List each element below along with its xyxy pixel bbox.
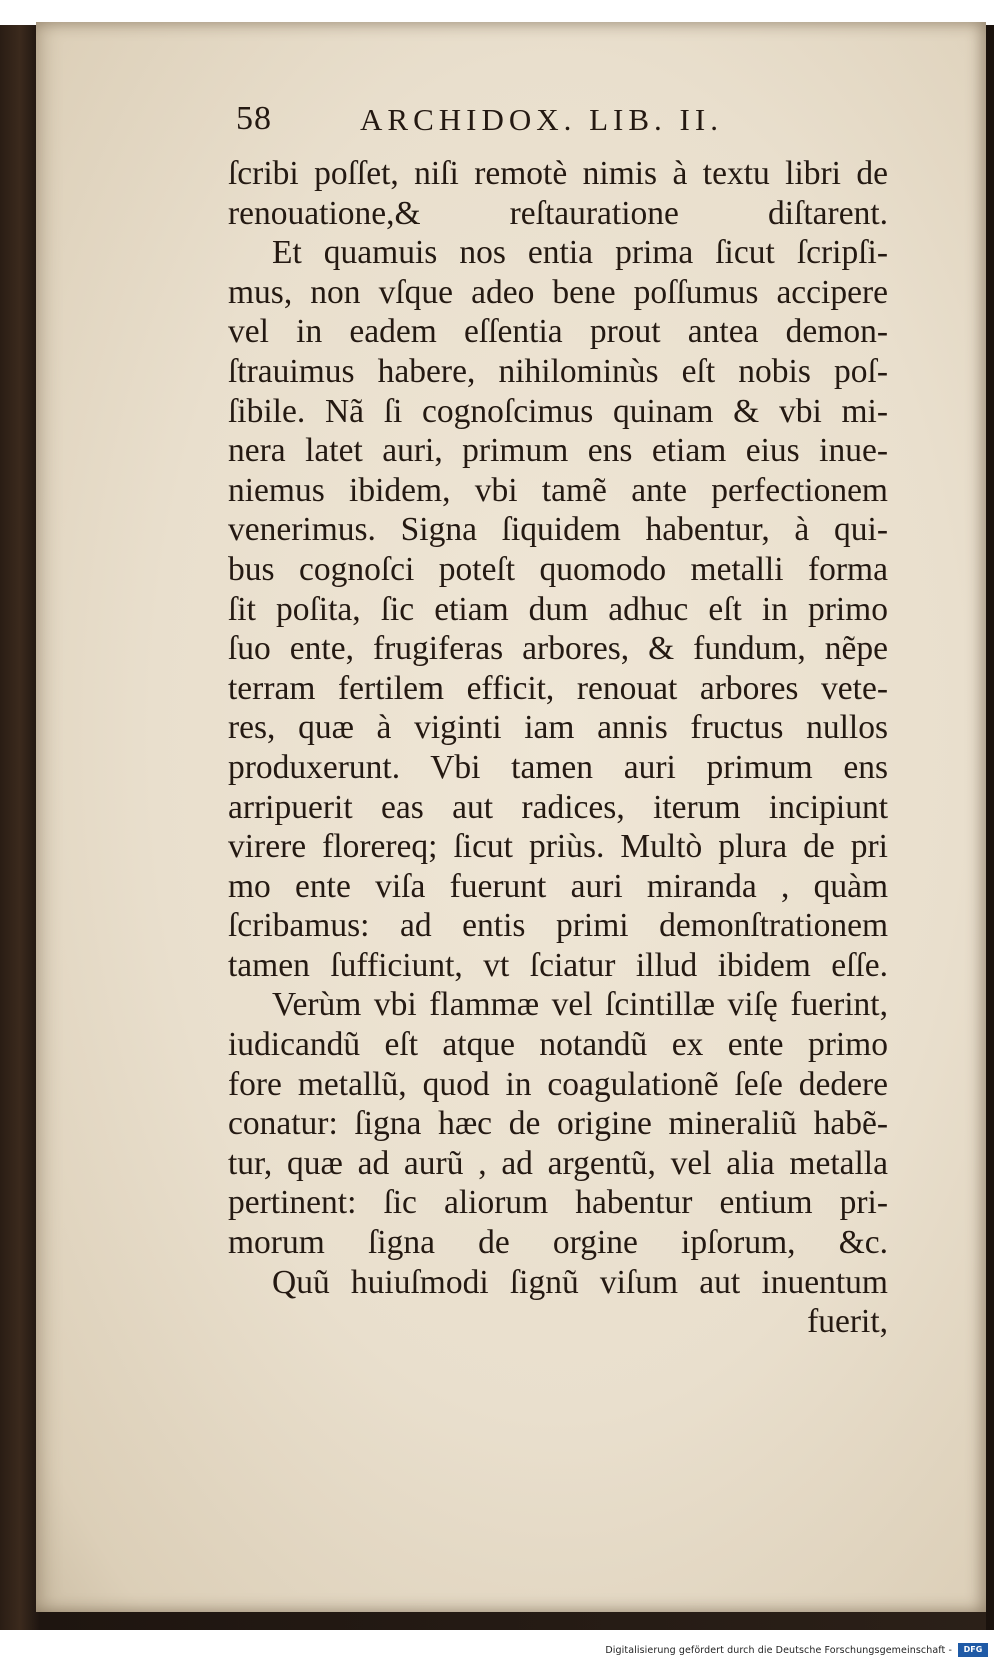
text-line: ſibile. Nã ſi cognoſcimus quinam & vbi mi- [228, 392, 888, 430]
body-text [228, 154, 896, 1342]
text-line: virere florereq; ſicut priùs. Multò plura de pri [228, 828, 888, 866]
page-number: 58 [236, 100, 272, 137]
text-line: Quũ huiuſmodi ſignũ viſum aut inuentum [272, 1263, 888, 1301]
text-line: niemus ibidem, vbi tamẽ ante perfectionem [228, 471, 888, 509]
text-line: res, quæ à viginti iam annis fructus nullos [228, 709, 888, 747]
running-title: ARCHIDOX. LIB. II. [360, 102, 723, 137]
text-line: tamen ſufficiunt, vt ſciatur illud ibidem eſſe. [228, 946, 888, 984]
text-line: ſcribamus: ad entis primi demonſtrationem [228, 907, 888, 945]
text-line: produxerunt. Vbi tamen auri primum ens [228, 748, 888, 786]
footer-bar [0, 1632, 1000, 1669]
text-line: fore metallũ, quod in coagulationẽ ſeſe dedere [228, 1065, 888, 1103]
text-line: ſuo ente, frugiferas arbores, & fundum, nẽpe [228, 630, 888, 668]
text-line: iudicandũ eſt atque notandũ ex ente primo [228, 1026, 888, 1064]
text-line: conatur: ſigna hæc de origine mineraliũ habẽ- [228, 1105, 888, 1143]
text-line: Verùm vbi flammæ vel ſcintillæ viſę fuerint, [272, 986, 888, 1024]
text-line: vel in eadem eſſentia prout antea demon- [228, 313, 888, 351]
text-line: terram fertilem efficit, renouat arbores vete- [228, 669, 888, 707]
text-line: nera latet auri, primum ens etiam eius inue- [228, 432, 888, 470]
text-line: mus, non vſque adeo bene poſſumus accipere [228, 273, 888, 311]
text-line: bus cognoſci poteſt quomodo metalli forma [228, 550, 888, 588]
text-line: renouatione,& reſtauratione diſtarent. [228, 194, 888, 232]
text-line: venerimus. Signa ſiquidem habentur, à qui- [228, 511, 888, 549]
text-line: tur, quæ ad aurũ , ad argentũ, vel alia metalla [228, 1144, 888, 1182]
funding-credit: Digitalisierung gefördert durch die Deutsche Forschungsgemeinschaft - [605, 1645, 952, 1656]
text-line: morum ſigna de orgine ipſorum, &c. [228, 1224, 888, 1262]
text-line: Et quamuis nos entia prima ſicut ſcripſi- [272, 234, 888, 272]
text-line: pertinent: ſic aliorum habentur entium pri- [228, 1184, 888, 1222]
text-line: ſtrauimus habere, nihilominùs eſt nobis poſ- [228, 352, 888, 390]
text-line: ſcribi poſſet, niſi remotè nimis à textu libri de [228, 155, 888, 192]
running-head [228, 98, 788, 146]
catchword: fuerit, [807, 1303, 888, 1341]
page-edge-shadow [986, 25, 994, 1630]
text-line: arripuerit eas aut radices, iterum incipiunt [228, 788, 888, 826]
text-line: mo ente viſa fuerunt auri miranda , quàm [228, 867, 888, 905]
dfg-logo: DFG [958, 1643, 988, 1657]
text-line: ſit poſita, ſic etiam dum adhuc eſt in primo [228, 590, 888, 628]
